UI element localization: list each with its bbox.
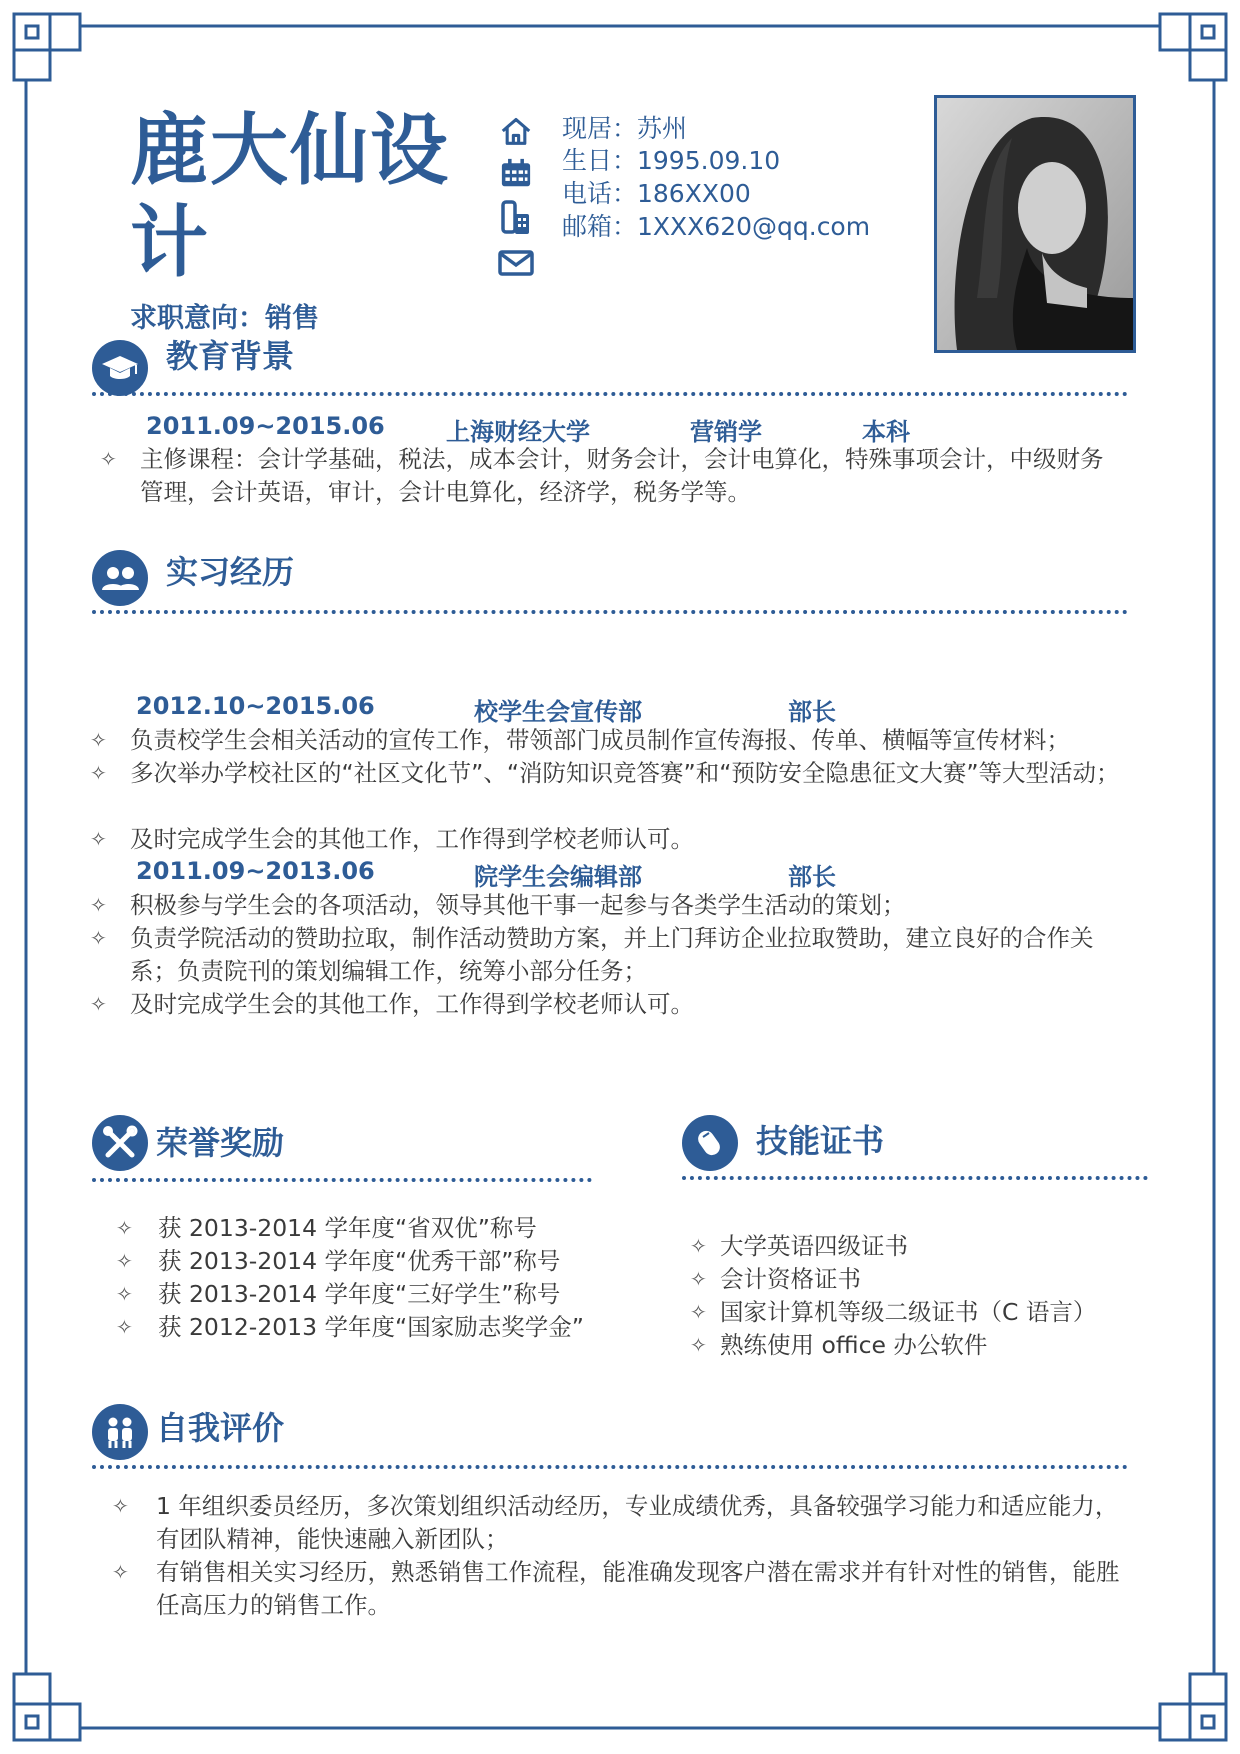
list-item: ✧ 负责校学生会相关活动的宣传工作，带领部门成员制作宣传海报、传单、横幅等宣传材料； (90, 726, 1070, 754)
list-item: ✧ 多次举办学校社区的“社区文化节”、“消防知识竞答赛”和“预防安全隐患征文大赛”等大型活动； (90, 759, 1120, 787)
house-icon (497, 116, 535, 146)
tools-icon (92, 1115, 148, 1171)
internship-period-2: 2011.09~2013.06 (136, 857, 375, 885)
contact-residence: 现居：苏州 (562, 114, 688, 143)
list-item: ✧ 主修课程：会计学基础，税法，成本会计，财务会计，会计电算化，特殊事项会计，中级财务管理，会计英语，审计，会计电算化，经济学，税务学等。 (100, 445, 1104, 506)
skills-title: 技能证书 (756, 1122, 885, 1160)
education-divider (92, 392, 1128, 396)
mail-icon (497, 248, 535, 278)
education-school: 上海财经大学 (446, 418, 590, 446)
contact-email: 邮箱：1XXX620@qq.com (562, 212, 871, 241)
internship-divider (92, 610, 1128, 614)
honors-title: 荣誉奖励 (156, 1124, 285, 1162)
education-title: 教育背景 (166, 337, 295, 375)
family-icon (92, 1404, 148, 1460)
list-item: ✧ 国家计算机等级二级证书（C 语言） (690, 1298, 1097, 1326)
internship-role-1: 部长 (788, 698, 836, 726)
phone-icon (497, 200, 535, 236)
internship-role-2: 部长 (788, 863, 836, 891)
mouse-icon (682, 1115, 738, 1171)
list-item: ✧ 获 2013-2014 学年度“优秀干部”称号 (116, 1247, 561, 1275)
candidate-name: 鹿大仙设计 (130, 106, 451, 288)
list-item: ✧ 大学英语四级证书 (690, 1232, 908, 1260)
graduation-cap-icon (92, 340, 148, 396)
calendar-icon (497, 158, 535, 188)
education-major: 营销学 (690, 418, 762, 446)
list-item: ✧ 获 2012-2013 学年度“国家励志奖学金” (116, 1313, 584, 1341)
contact-phone: 电话：186XX00 (562, 179, 751, 208)
skills-divider (682, 1176, 1148, 1180)
honors-divider (92, 1178, 592, 1182)
internship-title: 实习经历 (166, 553, 295, 591)
people-icon (92, 550, 148, 606)
self-eval-divider (92, 1465, 1128, 1469)
profile-photo (934, 95, 1136, 353)
list-item: ✧ 熟练使用 office 办公软件 (690, 1331, 988, 1359)
contact-birthday: 生日：1995.09.10 (562, 146, 781, 175)
self-eval-title: 自我评价 (156, 1409, 285, 1447)
list-item: ✧ 会计资格证书 (690, 1265, 861, 1293)
list-item: ✧ 及时完成学生会的其他工作，工作得到学校老师认可。 (90, 825, 694, 853)
job-intent: 求职意向：销售 (130, 303, 319, 334)
internship-org-2: 院学生会编辑部 (474, 863, 642, 891)
education-degree: 本科 (862, 418, 910, 446)
list-item: ✧ 及时完成学生会的其他工作，工作得到学校老师认可。 (90, 990, 694, 1018)
list-item: ✧ 1 年组织委员经历，多次策划组织活动经历，专业成绩优秀，具备较强学习能力和适应能力，有团队精神，能快速融入新团队； (112, 1492, 1119, 1553)
education-period: 2011.09~2015.06 (146, 412, 385, 440)
list-item: ✧ 负责学院活动的赞助拉取，制作活动赞助方案，并上门拜访企业拉取赞助，建立良好的合作关系；负责院刊的策划编辑工作，统筹小部分任务； (90, 924, 1094, 985)
internship-period-1: 2012.10~2015.06 (136, 692, 375, 720)
internship-org-1: 校学生会宣传部 (474, 698, 642, 726)
list-item: ✧ 积极参与学生会的各项活动，领导其他干事一起参与各类学生活动的策划； (90, 891, 906, 919)
list-item: ✧ 获 2013-2014 学年度“省双优”称号 (116, 1214, 537, 1242)
list-item: ✧ 有销售相关实习经历，熟悉销售工作流程，能准确发现客户潜在需求并有针对性的销售，能胜任高压力的销售工作。 (112, 1558, 1120, 1619)
list-item: ✧ 获 2013-2014 学年度“三好学生”称号 (116, 1280, 561, 1308)
